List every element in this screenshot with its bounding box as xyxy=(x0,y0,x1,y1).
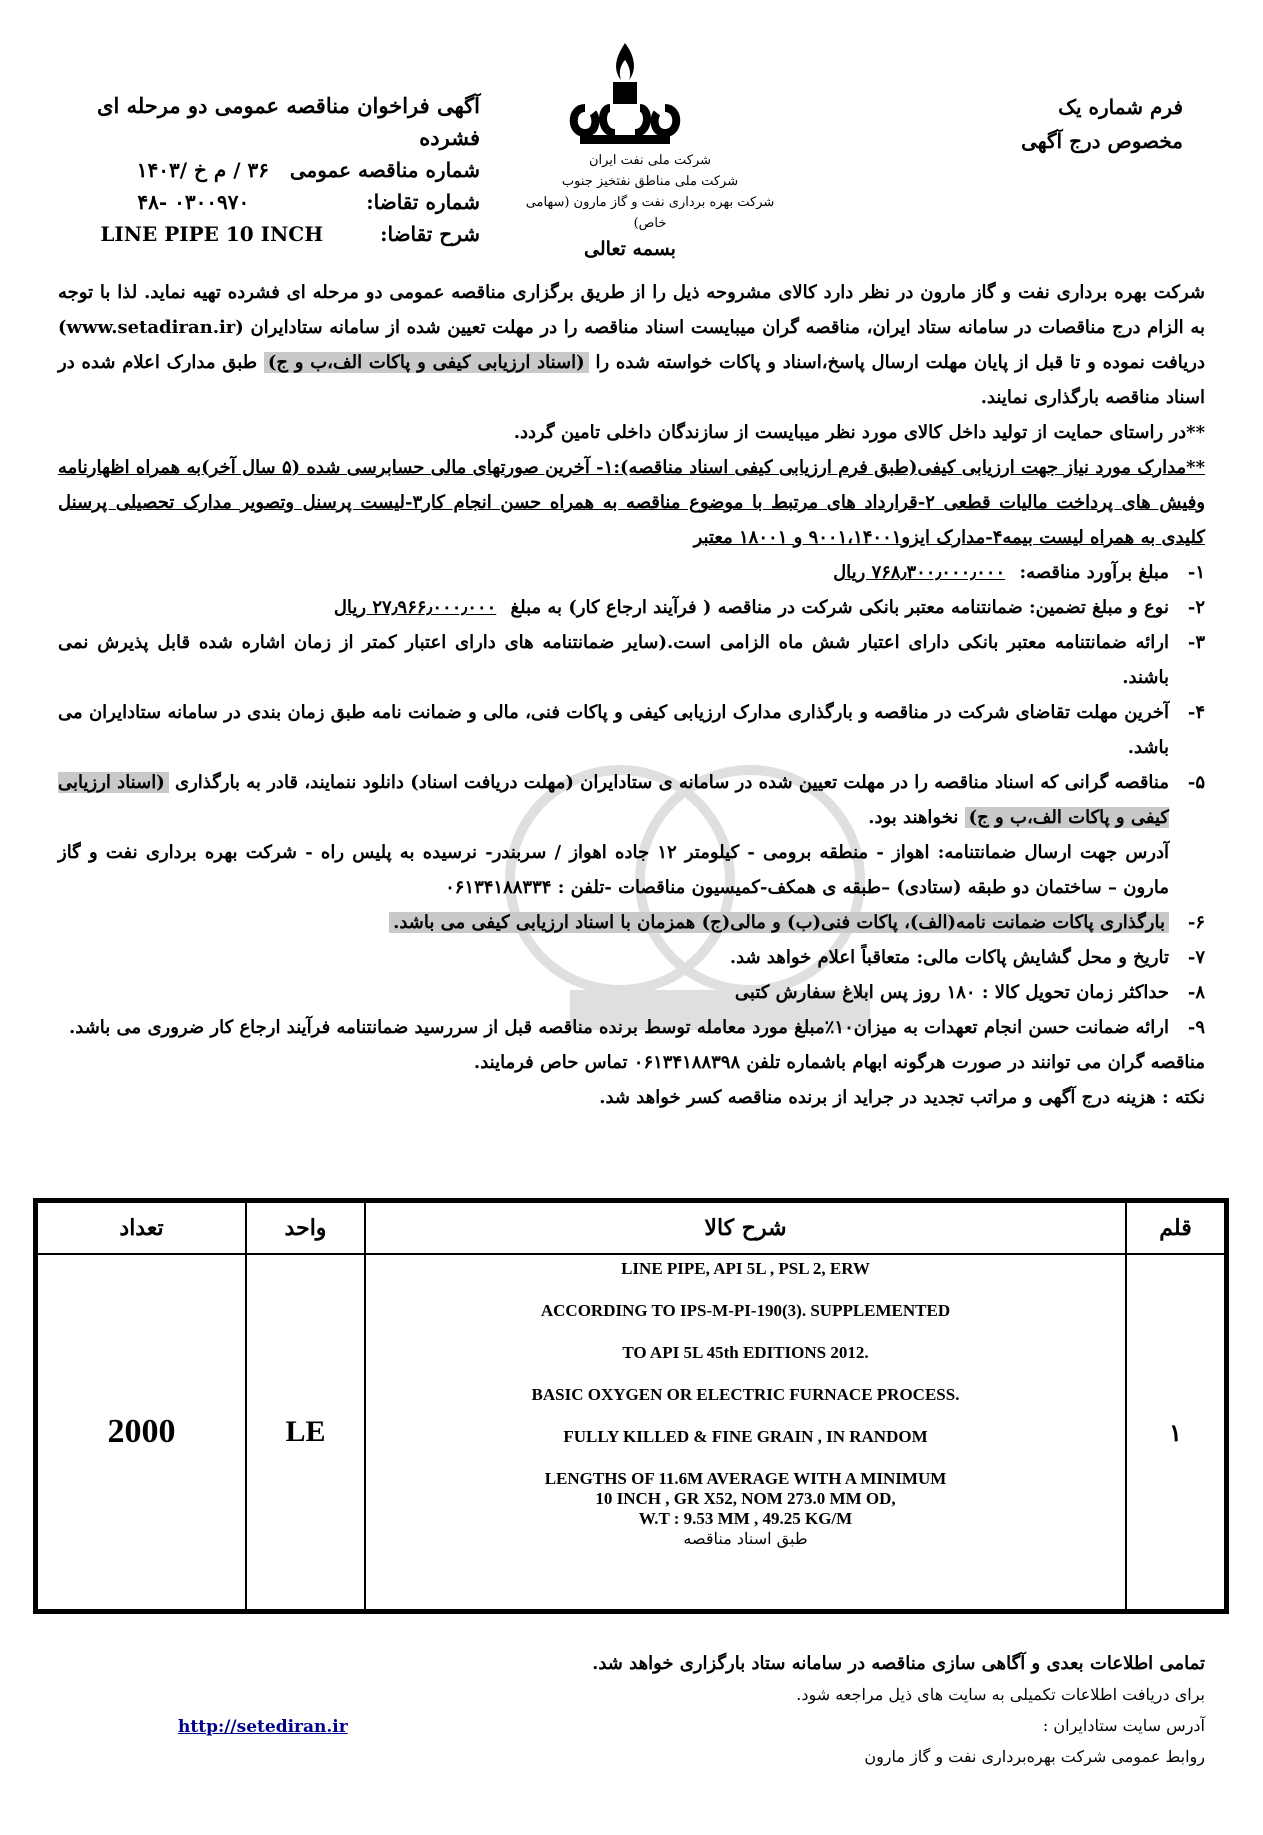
col-item-header: قلم xyxy=(1126,1202,1225,1254)
item-text xyxy=(58,835,1169,905)
row-description xyxy=(365,1254,1126,1610)
item-text xyxy=(58,555,1169,590)
intro-highlight: (اسناد ارزیابی کیفی و پاکات الف،ب و ج) xyxy=(264,352,589,373)
desc-line: 10 INCH , GR X52, NOM 273.0 MM OD, xyxy=(595,1489,896,1508)
company-line-2: شرکت ملی مناطق نفتخیز جنوب xyxy=(561,174,739,189)
item-number: ۷- xyxy=(1187,947,1205,968)
item-text xyxy=(58,625,1169,695)
item-text xyxy=(58,765,1169,835)
contact-line: مناقصه گران می توانند در صورت هرگونه ابهام باشماره تلفن ۰۶۱۳۴۱۸۸۳۹۸ تماس حاص فرمایند. xyxy=(473,1052,1205,1073)
item-number: ۱- xyxy=(1187,562,1205,583)
item-text xyxy=(58,1010,1169,1045)
conditions-list xyxy=(58,555,1205,1045)
footer-line-4: روابط عمومی شرکت بهره‌برداری نفت و گاز مارون xyxy=(864,1747,1205,1766)
row-qty: 2000 xyxy=(37,1254,246,1610)
list-item xyxy=(58,835,1205,905)
cost-note: نکته : هزینه درج آگهی و مراتب تجدید در جراید از برنده مناقصه کسر خواهد شد. xyxy=(599,1087,1205,1108)
item-number: ۴- xyxy=(1187,702,1205,723)
item-text xyxy=(58,905,1169,940)
request-desc-label: شرح تقاضا: xyxy=(380,222,480,246)
tender-number: ۳۶ / م خ /۱۴۰۳ xyxy=(136,158,269,182)
item-number: ۳- xyxy=(1187,632,1205,653)
table-row xyxy=(37,1254,1225,1610)
item-value: ۲۷٫۹۶۶٫۰۰۰٫۰۰۰ ریال xyxy=(333,597,497,618)
desc-line: LINE PIPE, API 5L , PSL 2, ERW xyxy=(621,1259,870,1278)
list-item xyxy=(58,625,1205,695)
row-item: ۱ xyxy=(1126,1254,1225,1610)
intro-text-a: شرکت بهره برداری نفت و گاز مارون در نظر دارد کالای مشروحه ذیل را از طریق برگزاری مناقصه عمومی دو مرحله ای فشرده تهیه نماید. لذا با توجه به الزام درج مناقصات در سامانه ستاد ایران، مناقصه گران میبایست اسناد مناقصه را در مهلت تعیین شده از سامانه ستادایران (www.setadiran.ir) دریافت نموده و تا قبل از پایان مهلت ارسال پاسخ،اسناد و پاکات خواسته شده را xyxy=(58,282,1205,373)
item-number: ۵- xyxy=(1187,772,1205,793)
item-highlight: (اسناد ارزیابی کیفی و پاکات الف،ب و ج) xyxy=(58,772,1169,828)
item-text xyxy=(58,975,1169,1010)
list-item xyxy=(58,1010,1205,1045)
tender-header xyxy=(60,90,480,250)
item-text-body: ارائه ضمانت حسن انجام تعهدات به میزان۱۰٪مبلغ مورد معامله توسط برنده مناقصه قبل از سررسید ضمانتنامه فرآیند ارجاع کار ضروری می باشد. xyxy=(69,1017,1169,1038)
desc-fa: طبق اسناد مناقصه xyxy=(683,1529,808,1548)
item-number: ۹- xyxy=(1187,1017,1205,1038)
item-text-body: نوع و مبلغ تضمین: ضمانتنامه معتبر بانکی شرکت در مناقصه ( فرآیند ارجاع کار) به مبلغ xyxy=(510,597,1169,618)
form-number: فرم شماره یک xyxy=(1058,95,1183,119)
nioc-logo xyxy=(565,38,685,148)
item-value: ۷۶۸٫۳۰۰٫۰۰۰٫۰۰۰ ریال xyxy=(833,562,1006,583)
company-line-3: شرکت بهره برداری نفت و گاز مارون (سهامی خاص) xyxy=(525,195,775,231)
intro-paragraph xyxy=(58,275,1205,415)
col-unit-header: واحد xyxy=(246,1202,365,1254)
form-subtitle: مخصوص درج آگهی xyxy=(1021,129,1183,153)
desc-line: ACCORDING TO IPS-M-PI-190(3). SUPPLEMENTED xyxy=(540,1301,951,1320)
form-label xyxy=(1021,90,1183,158)
list-item xyxy=(58,905,1205,940)
setadiran-link[interactable]: http://setediran.ir xyxy=(178,1717,348,1737)
footer xyxy=(55,1648,1205,1772)
besmeh: بسمه تعالی xyxy=(584,238,676,260)
item-text xyxy=(58,590,1169,625)
item-text xyxy=(58,695,1169,765)
request-number-row xyxy=(60,186,480,218)
desc-line: BASIC OXYGEN OR ELECTRIC FURNACE PROCESS. xyxy=(531,1385,960,1404)
tender-title: آگهی فراخوان مناقصه عمومی دو مرحله ای فشرده xyxy=(97,93,480,150)
item-tail: نخواهند بود. xyxy=(868,807,959,828)
row-unit: LE xyxy=(246,1254,365,1610)
list-item xyxy=(58,590,1205,625)
list-item xyxy=(58,555,1205,590)
tender-number-label: شماره مناقصه عمومی xyxy=(289,158,480,182)
list-item xyxy=(58,765,1205,835)
item-text-body: مبلغ برآورد مناقصه: xyxy=(1019,562,1169,583)
desc-line: LENGTHS OF 11.6M AVERAGE WITH A MINIMUM xyxy=(544,1469,947,1488)
intro-text-b: طبق مدارک اعلام شده در اسناد مناقصه بارگذاری نمایند. xyxy=(58,352,1205,408)
item-text-body: آخرین مهلت تقاضای شرکت در مناقصه و بارگذاری مدارک ارزیابی کیفی و پاکات فنی، مالی و ضمانت نامه طبق زمان بندی در سامانه ستادایران می باشد. xyxy=(58,702,1169,758)
item-text-body: تاریخ و محل گشایش پاکات مالی: متعاقباً اعلام خواهد شد. xyxy=(729,947,1169,968)
announcement-body xyxy=(58,275,1205,1115)
request-number: ۰۳۰۰۹۷۰ -۴۸ xyxy=(137,190,250,214)
item-text-body: ارائه ضمانتنامه معتبر بانکی دارای اعتبار شش ماه الزامی است.(سایر ضمانتنامه های دارای اعتبار کمتر از زمان اشاره شده قابل پذیرش نمی باشند. xyxy=(58,632,1169,688)
desc-line: W.T : 9.53 MM , 49.25 KG/M xyxy=(638,1509,853,1528)
goods-table xyxy=(33,1198,1229,1614)
qualification-docs: **مدارک مورد نیاز جهت ارزیابی کیفی(طبق فرم ارزیابی کیفی اسناد مناقصه):۱- آخرین صورتهای مالی حسابرسی شده (۵ سال آخر)به همراه اظهارنامه وفیش های پرداخت مالیات قطعی ۲-قرارداد های مرتبط با موضوع مناقصه به همراه حسن انجام کار۳-لیست پرسنل وتصویر مدارک تحصیلی پرسنل کلیدی به همراه لیست بیمه۴-مدارک ایزو۹۰۰۱،۱۴۰۰۱ و ۱۸۰۰۱ معتبر xyxy=(58,457,1206,548)
footer-line-2: برای دریافت اطلاعات تکمیلی به سایت های ذیل مراجعه شود. xyxy=(796,1685,1205,1704)
item-number: ۲- xyxy=(1187,597,1205,618)
item-number: ۸- xyxy=(1187,982,1205,1003)
col-desc-header: شرح کالا xyxy=(365,1202,1126,1254)
request-desc: LINE PIPE 10 INCH xyxy=(100,222,324,246)
list-item xyxy=(58,975,1205,1010)
item-text xyxy=(58,940,1169,975)
item-number: ۶- xyxy=(1187,912,1205,933)
domestic-note: **در راستای حمایت از تولید داخل کالای مورد نظر میبایست از سازندگان داخلی تامین گردد. xyxy=(513,422,1205,443)
footer-line-1: تمامی اطلاعات بعدی و آگاهی سازی مناقصه در سامانه ستاد بارگزاری خواهد شد. xyxy=(592,1653,1205,1674)
footer-line-3: آدرس سایت ستادایران : xyxy=(1042,1716,1205,1735)
table-header-row xyxy=(37,1202,1225,1254)
request-desc-row xyxy=(60,218,480,250)
request-number-label: شماره تقاضا: xyxy=(366,190,480,214)
col-qty-header: تعداد xyxy=(37,1202,246,1254)
item-highlight: بارگذاری پاکات ضمانت نامه(الف)، پاکات فنی(ب) و مالی(ج) همزمان با اسناد ارزیابی کیفی می باشد. xyxy=(389,912,1169,933)
item-number xyxy=(1169,835,1205,905)
company-block xyxy=(520,150,780,234)
tender-number-row xyxy=(60,154,480,186)
list-item xyxy=(58,695,1205,765)
desc-lines xyxy=(367,1259,1124,1529)
item-text-body: مناقصه گرانی که اسناد مناقصه را در مهلت تعیین شده در سامانه ی ستادایران (مهلت دریافت اسناد) دانلود ننمایند، قادر به بارگذاری xyxy=(175,772,1169,793)
item-text-body: آدرس جهت ارسال ضمانتنامه: اهواز - منطقه برومی - کیلومتر ۱۲ جاده اهواز / سربندر- نرسیده به پلیس راه - شرکت بهره برداری نفت و گاز مارون – ساختمان دو طبقه (ستادی) –طبقه ی همکف-کمیسیون مناقصات -تلفن : ۰۶۱۳۴۱۸۸۳۳۴ xyxy=(58,842,1169,898)
desc-line: FULLY KILLED & FINE GRAIN , IN RANDOM xyxy=(563,1427,928,1446)
desc-line: TO API 5L 45th EDITIONS 2012. xyxy=(622,1343,869,1362)
list-item xyxy=(58,940,1205,975)
item-text-body: حداکثر زمان تحویل کالا : ۱۸۰ روز پس ابلاغ سفارش کتبی xyxy=(734,982,1169,1003)
company-line-1: شرکت ملی نفت ایران xyxy=(588,153,712,168)
